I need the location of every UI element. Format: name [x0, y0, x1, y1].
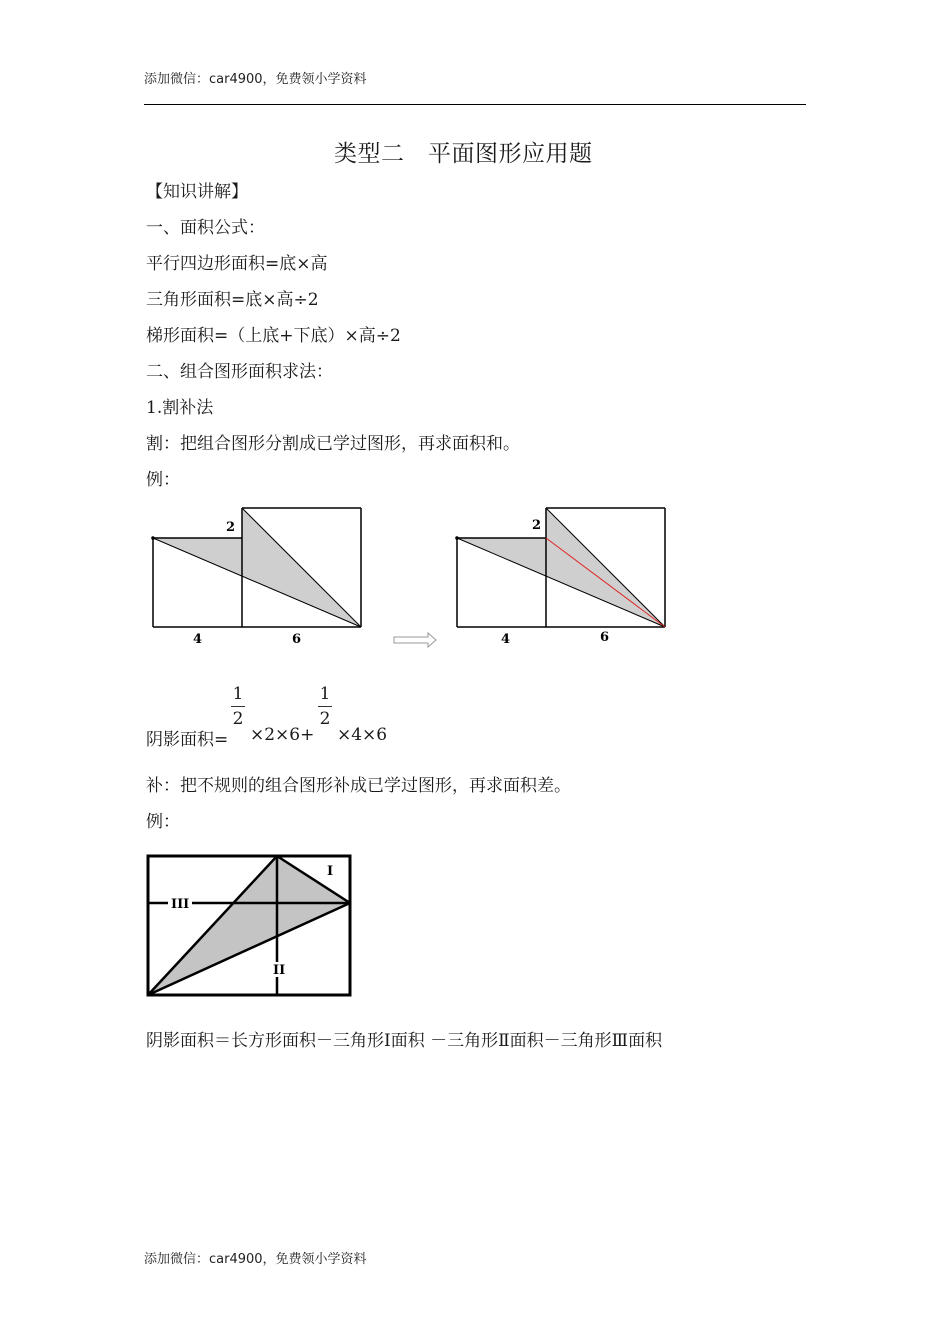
cut-description: 割：把组合图形分割成已学过图形，再求面积和。	[146, 434, 520, 454]
shaded-area-formula-fill: 阴影面积＝长方形面积－三角形Ⅰ面积 －三角形Ⅱ面积－三角形Ⅲ面积	[146, 1031, 663, 1051]
label-region-II: II	[273, 963, 286, 978]
fraction-numerator: 1	[319, 684, 331, 704]
fraction-denominator: 2	[319, 709, 331, 729]
label-base-left-4: 4	[193, 632, 203, 647]
label-base-left-6: 6	[292, 632, 302, 647]
label-base-right-4: 4	[501, 632, 511, 647]
label-region-I: I	[327, 864, 334, 879]
shaded-region-right	[457, 508, 665, 627]
method-cut-fill: 1.割补法	[146, 398, 214, 418]
footer-note: 添加微信：car4900，免费领小学资料	[144, 1252, 367, 1267]
formula-trapezoid: 梯形面积=（上底+下底）×高÷2	[146, 326, 401, 346]
example1-label: 例：	[146, 470, 180, 490]
label-top-left: 2	[226, 520, 236, 535]
combined-heading: 二、组合图形面积求法：	[146, 362, 333, 382]
label-region-III: III	[171, 897, 190, 912]
figure-fill-method	[140, 848, 360, 1003]
fraction-half-1	[231, 683, 245, 730]
formula-parallelogram: 平行四边形面积=底×高	[146, 254, 328, 274]
formula-triangle: 三角形面积=底×高÷2	[146, 290, 319, 310]
fraction-numerator: 1	[232, 684, 244, 704]
section-knowledge: 【知识讲解】	[146, 182, 248, 202]
shaded-region-left	[153, 508, 361, 627]
figure-cut-method	[140, 500, 680, 660]
header-note: 添加微信：car4900，免费领小学资料	[144, 72, 367, 87]
hollow-arrow-icon	[394, 633, 436, 647]
label-top-right: 2	[532, 518, 542, 533]
cut-figure-left	[151, 508, 361, 647]
label-base-right-6: 6	[600, 630, 610, 645]
page-title: 类型二 平面图形应用题	[334, 141, 593, 167]
expression-part2: ×4×6	[337, 725, 388, 745]
cut-figure-right	[455, 508, 665, 647]
example2-label: 例：	[146, 812, 180, 832]
fill-description: 补：把不规则的组合图形补成已学过图形，再求面积差。	[146, 776, 571, 796]
expression-part1: ×2×6+	[250, 725, 315, 745]
area-formulas-heading: 一、面积公式：	[146, 218, 265, 238]
shaded-triangle	[148, 856, 350, 995]
header-rule	[144, 104, 806, 105]
fraction-denominator: 2	[232, 709, 244, 729]
shaded-area-prefix: 阴影面积=	[146, 730, 229, 750]
fraction-half-2	[318, 683, 332, 730]
